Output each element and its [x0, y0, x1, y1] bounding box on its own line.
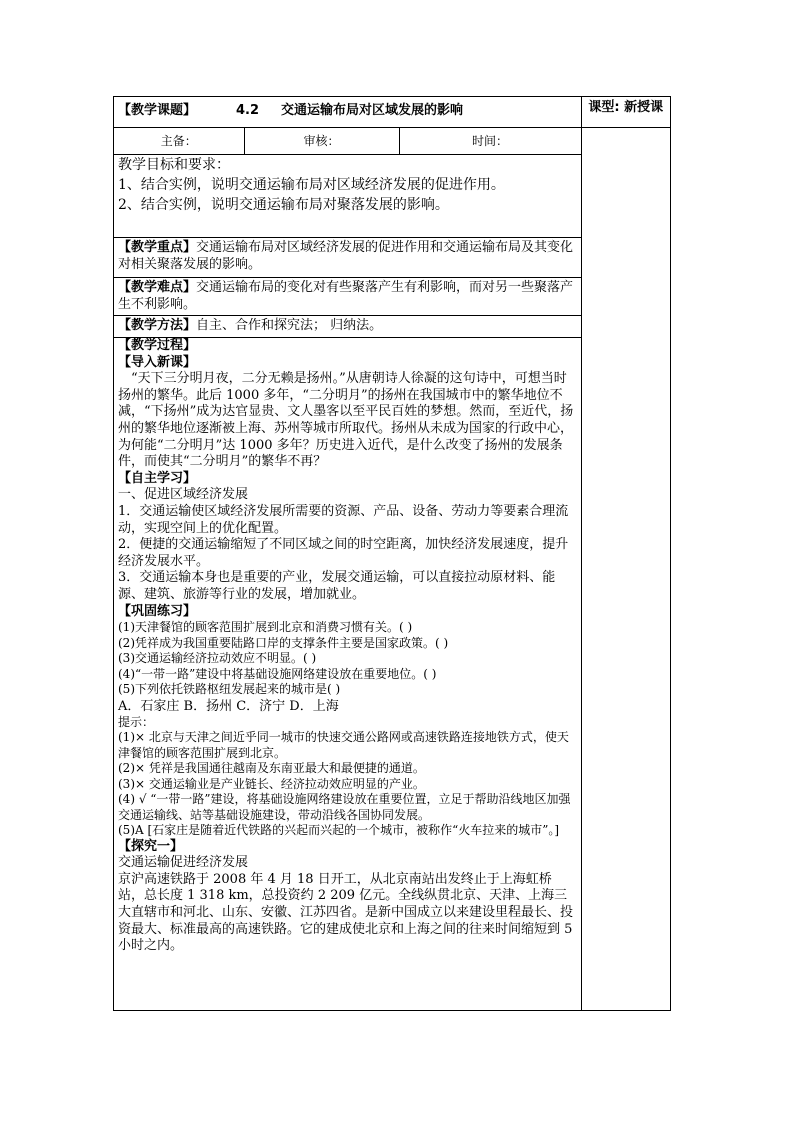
- question-1: (1)天津餐馆的顾客范围扩展到北京和消费习惯有关。( ): [118, 620, 413, 635]
- intro-text: “天下三分明月夜，二分无赖是扬州。”从唐朝诗人徐凝的这句诗中，可想当时扬州的繁华。此后 1000 多年，“二分明月”的扬州在我国城市中的繁华地位不减，“下扬州”成为达官显贵、文人墨客以至平民百姓的梦想。然而，至近代，扬州的繁华地位逐渐被上海、苏州等城市所取代。扬州从未成为国家的行政中心，为何能“二分明月”达 1000 多年？历史进入近代，是什么改变了扬州的发展条件，而使其“二分明月”的繁华不再？: [118, 371, 574, 470]
- practice-heading: 【巩固练习】: [118, 603, 197, 619]
- question-5-options: A．石家庄 B．扬州 C．济宁 D．上海: [118, 698, 339, 714]
- side-column: [581, 128, 670, 1011]
- goals-cell: [114, 155, 582, 238]
- info-cell: [114, 128, 582, 155]
- explore-text: 京沪高速铁路于 2008 年 4 月 18 日开工，从北京南站出发终止于上海虹桥站，总长度 1 318 km，总投资约 2 209 亿元。全线纵贯北京、天津、上海三大直辖市和河北、山东、安徽、江苏四省。是新中国成立以来建设里程最长、投资最大、标准最高的高速铁路。它的建成使北京和上海之间的往来时间缩短到 5 小时之内。: [118, 871, 574, 954]
- question-5: (5)下列依托铁路枢纽发展起来的城市是( ): [118, 682, 341, 697]
- goals-heading: 教学目标和要求：: [118, 157, 230, 173]
- answer-3: (3)× 交通运输业是产业链长、经济拉动效应明显的产业。: [118, 776, 425, 791]
- lesson-number: 4.2: [236, 103, 260, 118]
- explore-title: 交通运输促进经济发展: [118, 855, 249, 871]
- info-table: [114, 128, 581, 154]
- methods-text: 自主、合作和探究法； 归纳法。: [196, 318, 383, 333]
- difficulties-cell: [114, 278, 582, 316]
- process-cell: [114, 338, 582, 1011]
- reviewer-field: 审核：: [244, 128, 399, 154]
- difficulties-label: 【教学难点】: [118, 280, 197, 295]
- goal-item-2: 2、结合实例，说明交通运输布局对聚落发展的影响。: [118, 197, 449, 213]
- question-3: (3)交通运输经济拉动效应不明显。( ): [118, 651, 317, 666]
- question-4: (4)“一带一路”建设中将基础设施网络建设放在重要地位。( ): [118, 666, 437, 681]
- point-2: 2．便捷的交通运输缩短了不同区域之间的时空距离，加快经济发展速度，提升经济发展水平。: [118, 537, 569, 569]
- lesson-plan-table: [113, 96, 671, 1011]
- answer-1: (1)× 北京与天津之间近乎同一城市的快速交通公路网或高速铁路连接地铁方式，使天津餐馆的顾客范围扩展到北京。: [118, 730, 569, 760]
- answer-2: (2)× 凭祥是我国通往越南及东南亚最大和最便捷的通道。: [118, 761, 425, 776]
- title-label: 【教学课题】: [118, 103, 197, 118]
- lesson-title: 交通运输布局对区域发展的影响: [281, 103, 464, 118]
- key-points-label: 【教学重点】: [118, 240, 197, 255]
- title-cell: [114, 97, 582, 128]
- self-study-heading: 【自主学习】: [118, 470, 197, 486]
- goal-item-1: 1、结合实例，说明交通运输布局对区域经济发展的促进作用。: [118, 177, 505, 193]
- answer-5: (5)A [石家庄是随着近代铁路的兴起而兴起的一个城市，被称作“火车拉来的城市”。]: [118, 823, 560, 838]
- difficulties-text: 交通运输布局的变化对有些聚落产生有利影响，而对另一些聚落产生不利影响。: [118, 280, 574, 312]
- time-field: 时间：: [472, 134, 509, 148]
- methods-cell: [114, 316, 582, 338]
- methods-label: 【教学方法】: [118, 318, 197, 333]
- info-row: [114, 128, 671, 155]
- course-type: 课型: 新授课: [581, 97, 670, 128]
- question-2: (2)凭祥成为我国重要陆路口岸的支撑条件主要是国家政策。( ): [118, 635, 449, 650]
- point-1: 1．交通运输使区域经济发展所需要的资源、产品、设备、劳动力等要素合理流动，实现空间上的优化配置。: [118, 503, 569, 536]
- point-3: 3．交通运输本身也是重要的产业，发展交通运输，可以直接拉动原材料、能源、建筑、旅游等行业的发展，增加就业。: [118, 570, 556, 602]
- process-heading: 【教学过程】: [118, 338, 197, 353]
- explore-heading: 【探究一】: [118, 838, 184, 854]
- practice-questions: [118, 620, 577, 839]
- section1-title: 一、促进区域经济发展: [118, 487, 249, 503]
- hint-heading: 提示：: [118, 714, 155, 729]
- preparer-field: 主备：: [114, 128, 244, 154]
- title-row: [114, 97, 671, 128]
- key-points-text: 交通运输布局对区域经济发展的促进作用和交通运输布局及其变化对相关聚落发展的影响。: [118, 240, 574, 272]
- answer-4: (4) √ “一带一路”建设，将基础设施网络建设放在重要位置，立足于帮助沿线地区加强交通运输线、站等基础设施建设，带动沿线各国协同发展。: [118, 792, 571, 822]
- key-points-cell: [114, 238, 582, 278]
- intro-heading: 【导入新课】: [118, 354, 197, 370]
